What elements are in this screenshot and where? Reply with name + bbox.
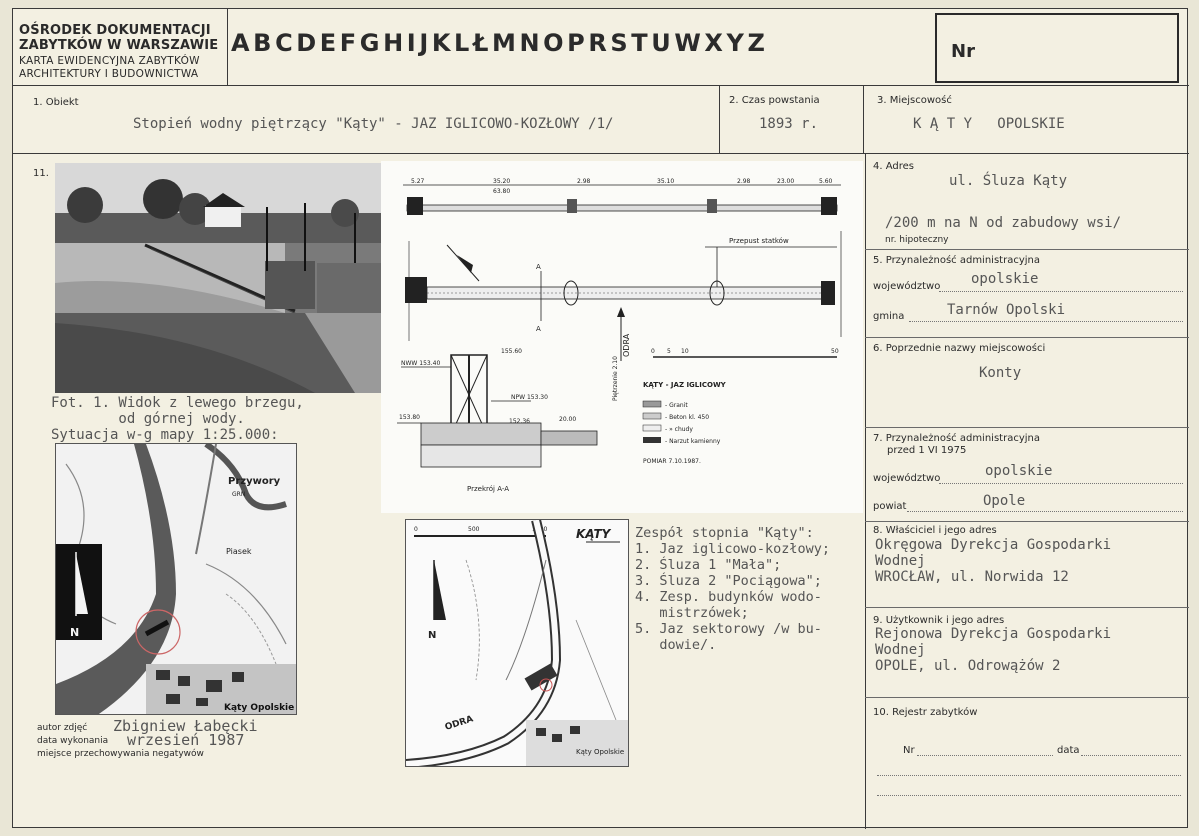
svg-text:N: N [70,626,80,639]
index-letter: P [567,29,585,57]
level-label: 153.80 [399,414,420,421]
photo-caption-1: Fot. 1. Widok z lewego brzegu, [51,395,304,411]
powiat-label: powiat [873,501,907,512]
pomiar-label: POMIAR 7.10.1987. [643,458,701,465]
map-label: Kąty Opolskie [224,703,295,713]
obiekt-label: 1. Obiekt [33,97,79,108]
odra-label: ODRA [622,333,631,357]
map-label: Piasek [226,547,252,556]
zespol-item: 1. Jaz iglicowo-kozłowy; [635,541,831,557]
index-letter: Z [747,29,765,57]
wlasciciel-label: 8. Właściciel i jego adres [873,525,997,536]
wojewodztwo-1975-value: opolskie [985,463,1053,479]
zespol-item: 2. Śluza 1 "Mała"; [635,557,782,573]
adres-label: 4. Adres [873,161,914,172]
index-letter: G [359,29,380,57]
index-letter: C [275,29,293,57]
map-label: 0 [414,526,418,533]
wlasciciel-line: Wodnej [875,553,926,569]
index-letter: A [231,29,250,57]
rejestr-nr-label: Nr [903,745,915,756]
data-wykonania-label: data wykonania [37,736,109,746]
gmina-value: Tarnów Opolski [947,302,1066,318]
uzytkownik-label: 9. Użytkownik i jego adres [873,615,1005,626]
dimension-label: 2.98 [737,178,751,185]
zespol-item: mistrzówek; [635,605,749,621]
obiekt-value: Stopień wodny piętrzący "Kąty" - JAZ IGLICOWO-KOZŁOWY /1/ [133,116,614,132]
section-mark: A [536,263,541,271]
przekroj-label: Przekrój A-A [467,485,509,493]
czas-value: 1893 r. [759,116,819,132]
nr-label: Nr [951,41,975,62]
level-label: 152.36 [509,418,530,425]
index-letter: L [454,29,470,57]
rejestr-data-label: data [1057,745,1080,756]
autor-value: Zbigniew Łabęcki [113,717,258,735]
dimension-label: 35.10 [657,178,675,185]
index-letter: F [339,29,357,57]
index-letter: S [610,29,628,57]
index-letter: K [431,29,451,57]
dimension-label: 35.20 [493,178,511,185]
index-letter: E [319,29,337,57]
situation-caption: Sytuacja w-g mapy 1:25.000: [51,427,279,443]
miejsce-label: miejsce przechowywania negatywów [37,749,204,759]
legend-item: - » chudy [665,426,693,433]
scale-tick: 0 [651,348,655,355]
institution-line: KARTA EWIDENCYJNA ZABYTKÓW [19,55,200,67]
situation-map-1 [55,443,297,715]
index-letter: U [651,29,671,57]
nr-box [935,13,1179,83]
rejestr-label: 10. Rejestr zabytków [873,707,978,718]
technical-drawing [381,161,863,513]
map-label: Kąty Opolskie [576,748,625,756]
przynaleznosc-1975-label: 7. Przynależność administracyjna [873,433,1040,444]
uzytkownik-line: Rejonowa Dyrekcja Gospodarki [875,626,1112,642]
miejscowosc-label: 3. Miejscowość [877,95,952,106]
index-letters [231,29,951,57]
index-letter: Ł [472,29,489,57]
index-letter: N [519,29,540,57]
drawing-title: KĄTY - JAZ IGLICOWY [643,381,726,389]
czas-label: 2. Czas powstania [729,95,820,106]
index-letter: I [406,29,416,57]
index-letter: Y [726,29,744,57]
index-letter: X [704,29,723,57]
level-label: NWW 153.40 [401,360,441,367]
index-letter: W [674,29,701,57]
section11-label: 11. [33,168,49,179]
dimension-label: 2.98 [577,178,591,185]
uzytkownik-line: OPOLE, ul. Odrowążów 2 [875,658,1061,674]
zespol-title: Zespół stopnia "Kąty": [635,525,814,541]
map-label: GRN [232,491,246,498]
index-letter: O [543,29,564,57]
przynaleznosc-label: 5. Przynależność administracyjna [873,255,1040,266]
zespol-item: 3. Śluza 2 "Pociągowa"; [635,573,822,589]
situation-map-2 [405,519,629,767]
wojewodztwo-1975-label: województwo [873,473,941,484]
legend-item: - Beton kl. 450 [665,414,710,421]
record-card [12,8,1188,828]
index-letter: H [383,29,404,57]
legend-item: - Granit [665,402,688,409]
hipoteczny-label: nr. hipoteczny [885,235,949,245]
map-label: KĄTY [576,527,611,541]
wojewodztwo-value: opolskie [971,271,1039,287]
index-letter: M [491,29,516,57]
data-wykonania-value: wrzesień 1987 [127,731,245,749]
institution-name [19,23,218,53]
dimension-label: 23.00 [777,178,795,185]
poprzednie-nazwy-value: Konty [979,365,1022,381]
przepust-label: Przepust statków [729,237,789,245]
level-label: NPW 153.30 [511,394,548,401]
miejscowosc-value: K Ą T Y OPOLSKIE [913,116,1065,132]
section-mark: A [536,325,541,333]
photo-caption-2: od górnej wody. [51,411,245,427]
index-letter: D [296,29,317,57]
adres-line-1: ul. Śluza Kąty [949,173,1068,189]
adres-line-2: /200 m na N od zabudowy wsi/ [885,215,1122,231]
map-label: Przywory [228,476,281,487]
pietrzenie-label: Piętrzenie 2.10 [612,356,619,401]
level-label: 20.00 [559,416,577,423]
dimension-label: 63.80 [493,188,511,195]
autor-label: autor zdjęć [37,723,88,733]
weir-photo [55,163,383,393]
svg-text:N: N [428,630,437,641]
map-label: 1000 [532,526,548,533]
index-letter: J [419,29,429,57]
institution-line: ZABYTKÓW W WARSZAWIE [19,38,219,53]
level-label: 155.60 [501,348,522,355]
wojewodztwo-label: województwo [873,281,941,292]
poprzednie-nazwy-label: 6. Poprzednie nazwy miejscowości [873,343,1046,354]
institution-line: OŚRODEK DOKUMENTACJI [19,23,211,38]
wlasciciel-line: Okręgowa Dyrekcja Gospodarki [875,537,1112,553]
zespol-item: 4. Zesp. budynków wodo- [635,589,822,605]
institution-line: ARCHITEKTURY I BUDOWNICTWA [19,68,199,80]
index-letter: T [631,29,648,57]
zespol-item: dowie/. [635,637,717,653]
map-label: 500 [468,526,480,533]
dimension-label: 5.27 [411,178,425,185]
gmina-label: gmina [873,311,905,322]
index-letter: B [253,29,272,57]
scale-tick: 50 [831,348,839,355]
zespol-item: 5. Jaz sektorowy /w bu- [635,621,822,637]
wlasciciel-line: WROCŁAW, ul. Norwida 12 [875,569,1069,585]
dimension-label: 5.60 [819,178,833,185]
legend-item: - Narzut kamienny [665,438,721,445]
scale-tick: 10 [681,348,689,355]
powiat-value: Opole [983,493,1026,509]
przynaleznosc-1975-date: przed 1 VI 1975 [887,445,967,456]
index-letter: R [588,29,607,57]
map-label: ODRA [443,714,475,733]
scale-tick: 5 [667,348,671,355]
card-type [19,55,200,81]
uzytkownik-line: Wodnej [875,642,926,658]
